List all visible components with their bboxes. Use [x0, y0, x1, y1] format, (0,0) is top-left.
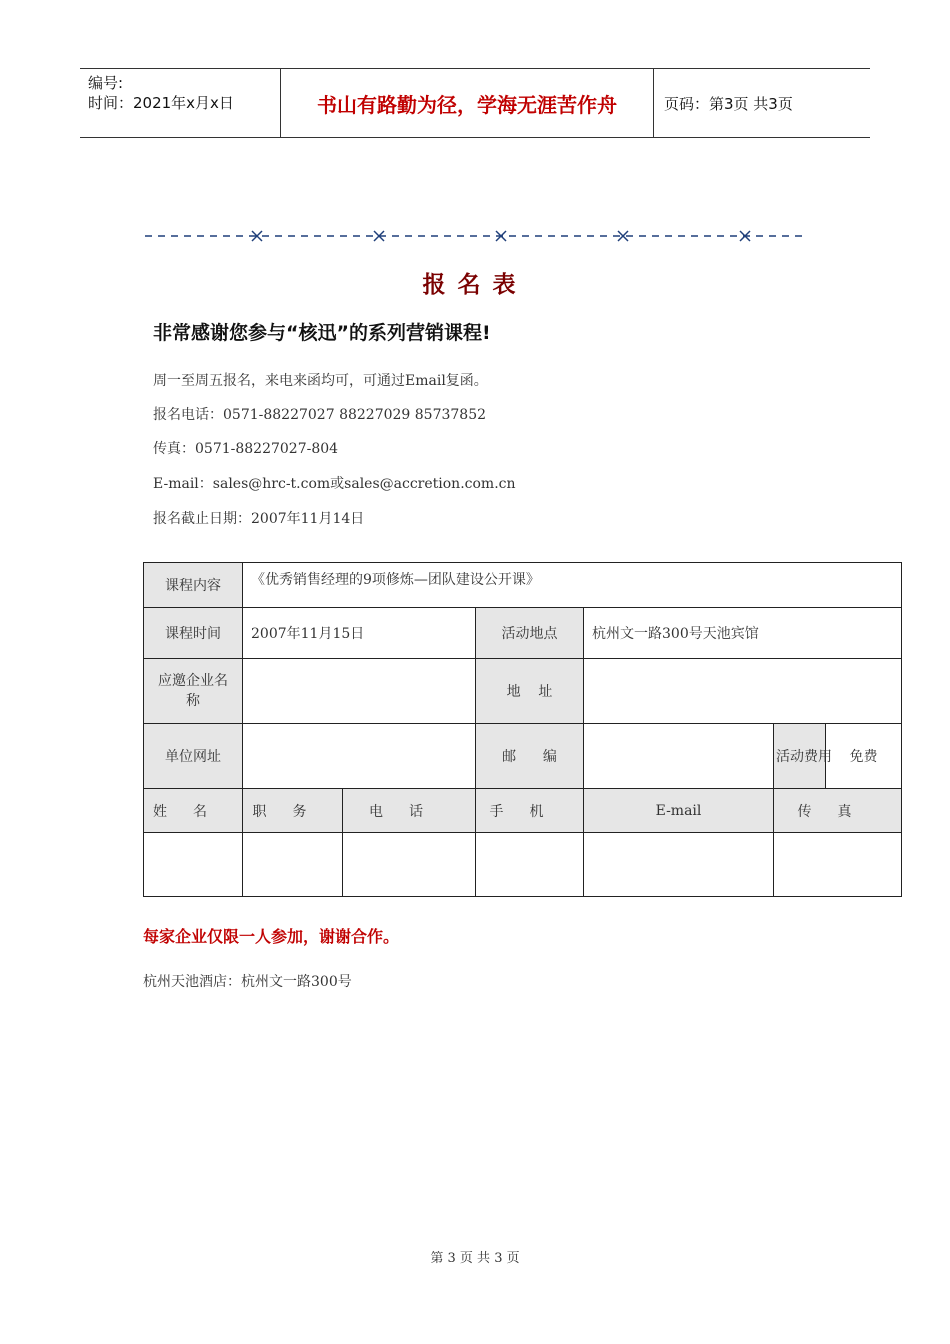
table-header-row	[144, 789, 902, 833]
address-label: 地 址	[476, 659, 584, 724]
name-field[interactable]	[144, 833, 243, 897]
page-footer: 第 3 页 共 3 页	[430, 1251, 520, 1266]
header-meta	[80, 69, 280, 137]
registration-table	[143, 562, 902, 897]
scissors-cut-line	[145, 228, 805, 244]
venue-label: 活动地点	[476, 608, 584, 659]
postcode-field[interactable]	[584, 724, 774, 789]
fax-field[interactable]	[774, 833, 902, 897]
table-row	[144, 724, 902, 789]
company-name-label: 应邀企业名称	[144, 659, 243, 724]
company-name-field[interactable]	[243, 659, 476, 724]
column-header-name: 姓名	[144, 789, 243, 833]
phone-field[interactable]	[343, 833, 476, 897]
address-field[interactable]	[584, 659, 902, 724]
hotel-address: 杭州天池酒店：杭州文一路300号	[143, 974, 352, 990]
table-row	[144, 608, 902, 659]
participation-note: 每家企业仅限一人参加，谢谢合作。	[143, 927, 400, 946]
page-header	[80, 68, 870, 138]
thanks-message: 非常感谢您参与“核迅”的系列营销课程!	[153, 322, 491, 344]
info-line-schedule: 周一至周五报名，来电来函均可，可通过Email复函。	[153, 373, 488, 389]
position-field[interactable]	[243, 833, 343, 897]
info-line-email: E-mail：sales@hrc-t.com或sales@accretion.com.cn	[153, 476, 516, 492]
column-header-position: 职务	[243, 789, 343, 833]
info-line-fax: 传真：0571-88227027-804	[153, 441, 339, 457]
form-title: 报名表	[422, 271, 528, 298]
postcode-label: 邮 编	[476, 724, 584, 789]
course-time-value: 2007年11月15日	[243, 608, 476, 659]
column-header-fax: 传真	[774, 789, 902, 833]
mobile-field[interactable]	[476, 833, 584, 897]
info-line-deadline: 报名截止日期：2007年11月14日	[153, 511, 365, 527]
fee-value: 免费	[826, 724, 902, 789]
course-time-label: 课程时间	[144, 608, 243, 659]
table-row	[144, 833, 902, 897]
column-header-email: E-mail	[584, 789, 774, 833]
email-field[interactable]	[584, 833, 774, 897]
venue-value: 杭州文一路300号天池宾馆	[584, 608, 902, 659]
fee-label: 活动费用	[774, 724, 826, 789]
header-page-number: 页码：第3页 共3页	[664, 94, 793, 113]
header-motto: 书山有路勤为径，学海无涯苦作舟	[280, 69, 654, 137]
time-label: 时间：2021年x月x日	[88, 94, 234, 112]
course-content-value: 《优秀销售经理的9项修炼—团队建设公开课》	[243, 563, 902, 608]
table-row	[144, 659, 902, 724]
website-field[interactable]	[243, 724, 476, 789]
column-header-mobile: 手机	[476, 789, 584, 833]
number-label: 编号:	[88, 74, 124, 92]
table-row	[144, 563, 902, 608]
info-line-phone: 报名电话：0571-88227027 88227029 85737852	[153, 407, 487, 423]
column-header-phone: 电话	[343, 789, 476, 833]
website-label: 单位网址	[144, 724, 243, 789]
course-content-label: 课程内容	[144, 563, 243, 608]
